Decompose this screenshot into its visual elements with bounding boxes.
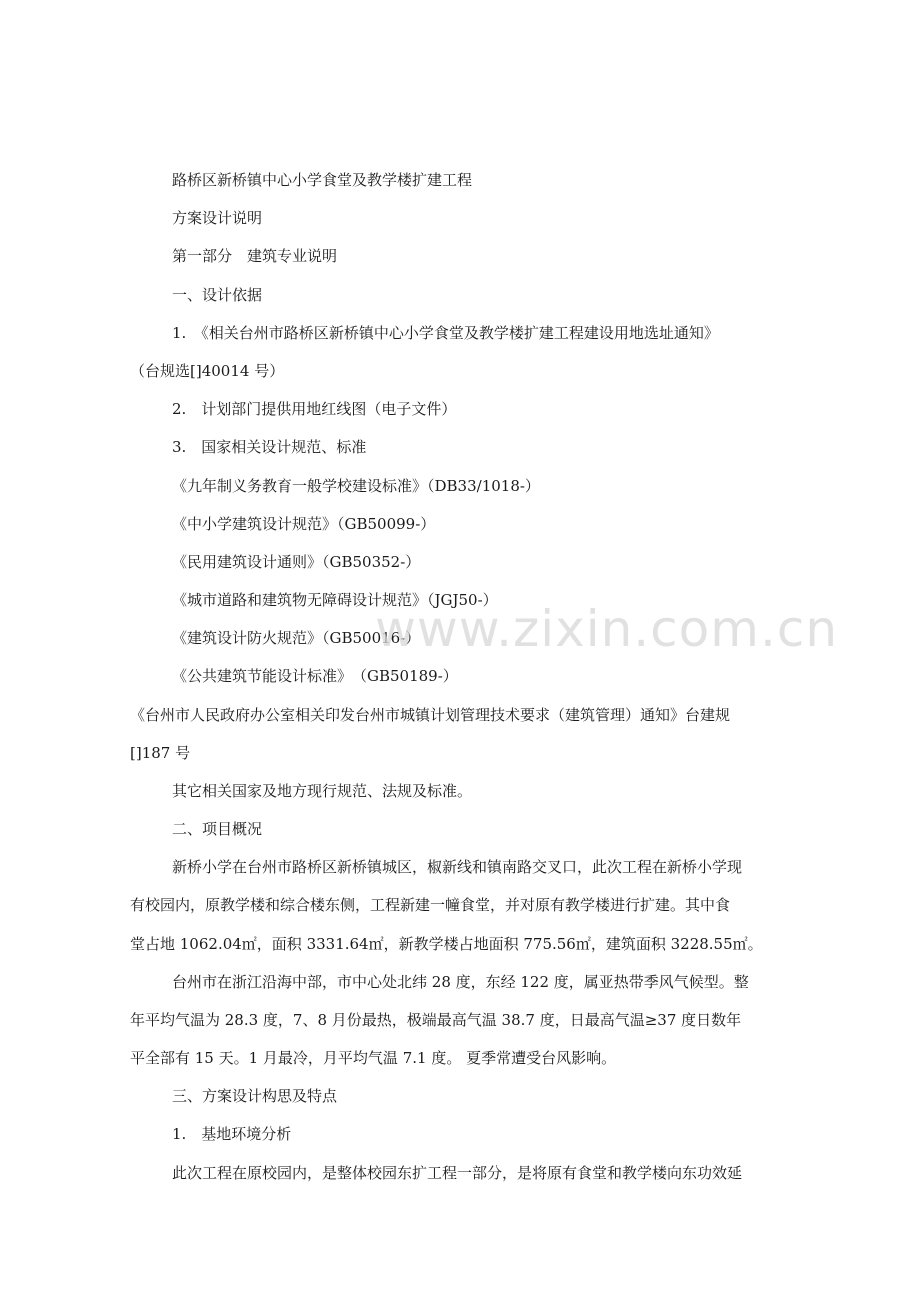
paragraph-line: 堂占地 1062.04㎡，面积 3331.64㎡，新教学楼占地面积 775.56㎡，建筑面积 3228.55㎡。 — [130, 935, 763, 953]
standard-item: 《建筑设计防火规范》（GB50016-） — [172, 629, 421, 647]
standard-item: 《九年制义务教育一般学校建设标准》（DB33/1018-） — [172, 477, 540, 495]
paragraph-line: []187 号 — [130, 744, 191, 762]
list-item: 2. 计划部门提供用地红线图（电子文件） — [172, 400, 457, 418]
paragraph-line: 有校园内，原教学楼和综合楼东侧，工程新建一幢食堂，并对原有教学楼进行扩建。其中食 — [130, 896, 731, 914]
document-subtitle: 方案设计说明 — [172, 209, 263, 227]
list-item: 1. 基地环境分析 — [172, 1125, 292, 1143]
paragraph-line: 其它相关国家及地方现行规范、法规及标准。 — [172, 782, 473, 800]
paragraph-line: 平全部有 15 天。1 月最冷，月平均气温 7.1 度。 夏季常遭受台风影响。 — [130, 1049, 617, 1067]
paragraph-line: 1. 《相关台州市路桥区新桥镇中心小学食堂及教学楼扩建工程建设用地选址通知》 — [172, 324, 719, 342]
paragraph-line: 台州市在浙江沿海中部，市中心处北纬 28 度，东经 122 度，属亚热带季风气候型。整 — [172, 973, 749, 991]
standard-item: 《城市道路和建筑物无障碍设计规范》（JGJ50-） — [172, 591, 498, 609]
paragraph-line: 年平均气温为 28.3 度，7、8 月份最热，极端最高气温 38.7 度，日最高气温≥37 度日数年 — [130, 1011, 742, 1029]
part-heading: 第一部分 建筑专业说明 — [172, 247, 338, 265]
section-heading-overview: 二、项目概况 — [172, 820, 263, 838]
document-title: 路桥区新桥镇中心小学食堂及教学楼扩建工程 — [172, 171, 473, 189]
paragraph-line: 新桥小学在台州市路桥区新桥镇城区，椒新线和镇南路交叉口，此次工程在新桥小学现 — [172, 858, 743, 876]
standard-item: 《民用建筑设计通则》（GB50352-） — [172, 553, 421, 571]
section-heading-design-concept: 三、方案设计构思及特点 — [172, 1087, 338, 1105]
standard-item: 《公共建筑节能设计标准》 （GB50189-） — [172, 667, 458, 685]
paragraph-line: （台规选[]40014 号） — [130, 362, 285, 380]
paragraph-line: 此次工程在原校园内，是整体校园东扩工程一部分，是将原有食堂和教学楼向东功效延 — [172, 1164, 743, 1182]
standard-item: 《中小学建筑设计规范》（GB50099-） — [172, 515, 436, 533]
list-item: 3. 国家相关设计规范、标准 — [172, 438, 367, 456]
watermark: www.zixin.com.cn — [375, 600, 839, 658]
section-heading-design-basis: 一、设计依据 — [172, 286, 263, 304]
standard-item: 《台州市人民政府办公室相关印发台州市城镇计划管理技术要求（建筑管理）通知》台建规 — [130, 706, 731, 724]
